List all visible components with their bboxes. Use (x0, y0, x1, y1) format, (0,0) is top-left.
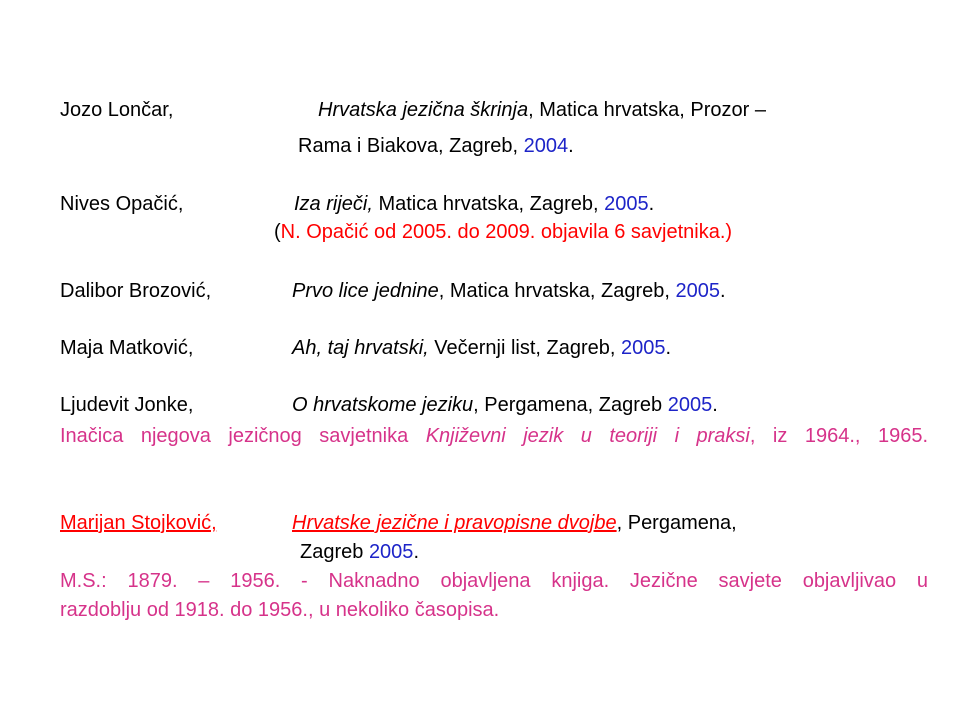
entry-6-place: Zagreb (300, 541, 369, 563)
entry-1-line-2 (298, 134, 574, 158)
entry-5-publisher: , Pergamena, Zagreb (473, 394, 668, 416)
entry-5-note-title: Književni jezik u teoriji i praksi (425, 425, 750, 447)
entry-2-note-line (274, 220, 732, 244)
entry-6-note-1: M.S.: 1879. – 1956. - Naknadno objavljena knjiga. Jezične savjete objavljivao u (60, 570, 928, 592)
entry-2-title: Iza riječi, (294, 193, 373, 215)
entry-2-author-line (60, 192, 183, 216)
entry-1-author: Jozo Lončar, (60, 99, 174, 121)
entry-6-author: Marijan Stojković, (60, 512, 217, 534)
entry-5-author: Ljudevit Jonke, (60, 394, 194, 416)
entry-2-note-open: ( (274, 221, 281, 243)
entry-6-title: Hrvatske jezične i pravopisne dvojbe (292, 512, 617, 534)
entry-1-line-1-rest (318, 98, 766, 122)
entry-3-year: 2005 (675, 280, 721, 302)
entry-6-note-2: razdoblju od 1918. do 1956., u nekoliko časopisa. (60, 599, 500, 621)
entry-3-author: Dalibor Brozović, (60, 280, 212, 302)
entry-2-year: 2005 (604, 193, 649, 215)
entry-5-note-pre: Inačica njegova jezičnog savjetnika (60, 425, 426, 447)
entry-6-dot: . (413, 541, 419, 563)
entry-6-year: 2005 (368, 541, 414, 563)
entry-4-author: Maja Matković, (60, 337, 194, 359)
entry-4-author-line (60, 336, 193, 360)
entry-1-dot: . (568, 135, 574, 157)
entry-6-note-line-2 (60, 598, 499, 622)
entry-5-year: 2005 (667, 394, 713, 416)
entry-4-publisher: Večernji list, Zagreb, (428, 337, 622, 359)
entry-2-publisher: Matica hrvatska, Zagreb, (372, 193, 605, 215)
entry-5-dot: . (712, 394, 718, 416)
entry-2-note: N. Opačić od 2005. do 2009. objavila 6 savjetnika.) (280, 221, 733, 243)
entry-1-publisher: , Matica hrvatska, Prozor – (528, 99, 766, 121)
entry-3-author-line (60, 279, 211, 303)
entry-1-title: Hrvatska jezična škrinja (318, 99, 529, 121)
entry-1-place: Rama i Biakova, Zagreb, (298, 135, 524, 157)
entry-4-year: 2005 (621, 337, 666, 359)
entry-5-author-line (60, 393, 193, 417)
entry-5-title: O hrvatskome jeziku (292, 394, 474, 416)
entry-5-note-line (60, 424, 928, 448)
entry-6-author-line (60, 511, 292, 535)
entry-2-dot: . (648, 193, 655, 215)
entry-3-dot: . (720, 280, 726, 302)
entry-6-note-line-1 (60, 569, 928, 593)
entry-3-line-1 (292, 279, 726, 303)
entry-5-note-post: , iz 1964., 1965. (749, 425, 929, 447)
entry-6-publisher: , Pergamena, (616, 512, 737, 534)
entry-2-author: Nives Opačić, (60, 193, 184, 215)
entry-4-dot: . (665, 337, 672, 359)
entry-3-publisher: , Matica hrvatska, Zagreb, (438, 280, 676, 302)
entry-1-year: 2004 (523, 135, 569, 157)
entry-6-line-2 (300, 540, 419, 564)
entry-4-title: Ah, taj hrvatski, (292, 337, 429, 359)
entry-6-line-1 (292, 511, 737, 535)
entry-1-line-1 (60, 98, 173, 122)
entry-3-title: Prvo lice jednine (292, 280, 439, 302)
entry-4-line-1 (292, 336, 671, 360)
entry-5-line-1 (292, 393, 718, 417)
entry-2-line-1 (294, 192, 654, 216)
